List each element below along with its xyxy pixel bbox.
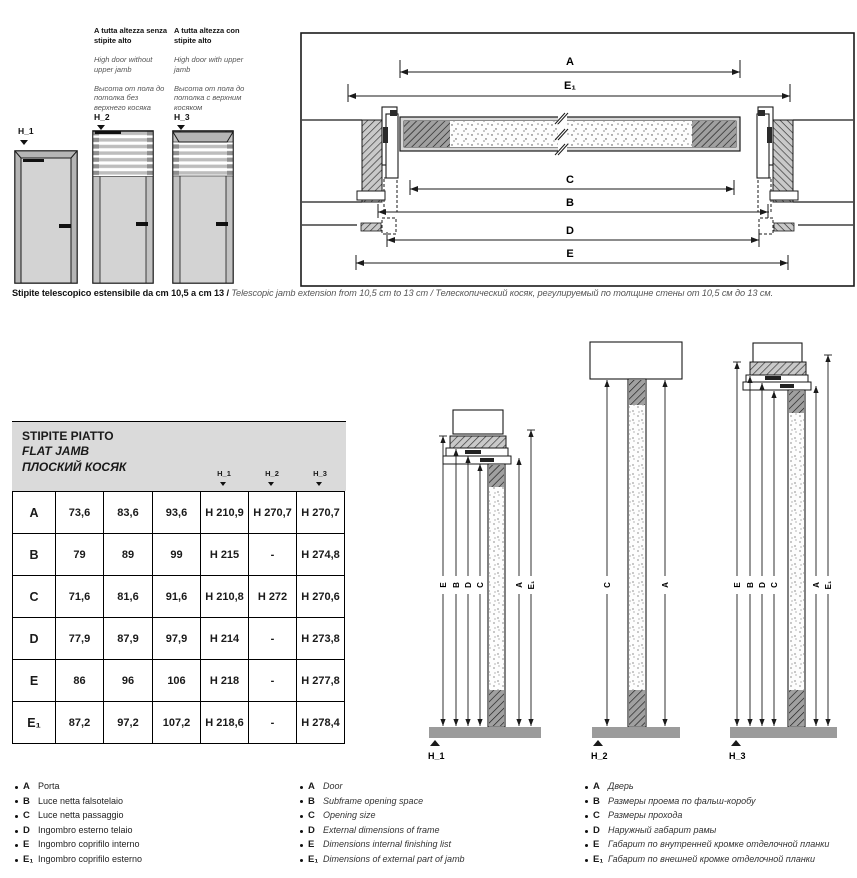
panel-edge-hatch	[404, 121, 450, 147]
bullet-icon	[585, 786, 588, 789]
table-cell: 87,9	[104, 617, 153, 659]
door-h3-front-view	[172, 130, 234, 284]
legend-italian	[15, 781, 291, 869]
table-grid	[12, 491, 345, 744]
bullet-icon	[585, 859, 588, 862]
legend-text: Наружный габарит рамы	[608, 824, 717, 835]
telescopic-extension-stripes	[173, 142, 233, 176]
legend-text: Subframe opening space	[323, 795, 424, 806]
legend-item	[15, 825, 291, 840]
legend-text: Габарит по внутренней кромке отделочной планки	[608, 839, 830, 850]
bullet-icon	[15, 859, 18, 862]
legend-text: Ingombro coprifilo interno	[38, 839, 140, 850]
legend-text: Dimensions internal finishing list	[323, 839, 452, 850]
bullet-icon	[585, 844, 588, 847]
table-cell: H 215	[201, 533, 249, 575]
dimension-labels	[732, 576, 833, 594]
dim-label: D	[758, 582, 767, 588]
table-cell: H 277,8	[297, 659, 345, 701]
dim-label-E: E	[566, 248, 574, 260]
table-cell: 97,2	[104, 701, 153, 743]
table-cell: 77,9	[56, 617, 104, 659]
legend-text: Размеры прохода	[608, 810, 683, 821]
table-cell: 89	[104, 533, 153, 575]
section-h3	[729, 343, 837, 761]
door-h1-label: H_1	[18, 126, 34, 136]
upper-jamb-hatch	[750, 362, 806, 375]
dim-label: E₁	[527, 580, 536, 590]
bullet-icon	[15, 830, 18, 833]
flat-jamb-table	[12, 421, 346, 744]
bullet-icon	[300, 830, 303, 833]
table-cell: 91,6	[153, 575, 201, 617]
legend-key: E	[593, 839, 600, 851]
dim-label: A	[661, 582, 670, 588]
telescopic-jamb-caption	[12, 288, 855, 298]
legend-text: Габарит по внешней кромке отделочной планки	[608, 853, 816, 864]
dim-label-A: A	[566, 56, 574, 68]
vertical-section-diagrams	[420, 332, 857, 772]
legend-item	[585, 854, 857, 869]
section-h1-label: H_1	[428, 751, 445, 761]
dim-label: A	[515, 582, 524, 588]
legend-key: A	[23, 781, 30, 792]
legend-item	[15, 810, 291, 825]
table-cell: H 218	[201, 659, 249, 701]
legend-item	[585, 796, 857, 811]
column-header-h1: H_1	[217, 469, 231, 478]
dim-label: C	[770, 582, 779, 588]
legend-key: B	[23, 795, 30, 807]
dim-label: D	[464, 582, 473, 588]
bullet-icon	[300, 786, 303, 789]
dim-label: C	[476, 582, 485, 588]
legend-item	[300, 796, 576, 811]
door-h2-label: H_2	[94, 112, 110, 122]
legend-english	[300, 781, 576, 869]
table-title-band	[12, 421, 346, 491]
door-h3-label: H_3	[174, 112, 190, 122]
legend-key: E₁	[23, 853, 34, 865]
legend-item	[585, 810, 857, 825]
table-cell: 83,6	[104, 491, 153, 533]
column-header-h3: H_3	[313, 469, 327, 478]
variant-h3-en: High door with upper jamb	[174, 54, 244, 74]
dim-label-B: B	[566, 197, 574, 209]
frame-profile	[443, 456, 511, 464]
table-title-it: STIPITE PIATTO	[22, 429, 114, 443]
legend-item	[15, 796, 291, 811]
horizontal-section-drawing	[300, 32, 855, 287]
legend-text: External dimensions of frame	[323, 824, 440, 835]
bullet-icon	[585, 800, 588, 803]
bullet-icon	[585, 815, 588, 818]
dim-label: B	[746, 582, 755, 588]
legend-text: Opening size	[323, 810, 376, 821]
table-cell: -	[249, 617, 297, 659]
down-arrow-icon	[220, 482, 226, 486]
bullet-icon	[15, 800, 18, 803]
legend-key: C	[593, 810, 600, 822]
dim-label: E	[733, 582, 742, 588]
wall-block	[453, 410, 503, 434]
table-cell: 96	[104, 659, 153, 701]
legend-text: Luce netta passaggio	[38, 810, 124, 821]
upper-jamb-bar	[173, 132, 233, 142]
door-h1-front-view	[14, 150, 78, 284]
panel-core-dots	[450, 121, 692, 147]
legend-item	[15, 839, 291, 854]
dim-label: E	[439, 582, 448, 588]
table-cell: 97,9	[153, 617, 201, 659]
legend-item	[300, 781, 576, 796]
table-cell: 86	[56, 659, 104, 701]
bullet-icon	[15, 844, 18, 847]
legend-key: E	[23, 839, 30, 851]
legend-key: C	[308, 810, 315, 822]
door-handle	[216, 222, 228, 226]
up-arrow-icon	[430, 740, 440, 746]
table-cell: -	[249, 533, 297, 575]
down-arrow-icon	[20, 140, 28, 145]
table-cell: 81,6	[104, 575, 153, 617]
caption-italian: Stipite telescopico estensibile da cm 10,5 a cm 13 /	[12, 288, 232, 298]
legend-item	[585, 825, 857, 840]
dim-label: A	[812, 582, 821, 588]
legend-item	[585, 781, 857, 796]
row-label: D	[13, 617, 56, 659]
table-cell: H 278,4	[297, 701, 345, 743]
telescopic-extension-stripes	[93, 132, 153, 177]
ceiling-block	[590, 342, 682, 379]
legend-text: Дверь	[608, 781, 634, 791]
legend-key: B	[593, 795, 600, 807]
legend-key: D	[23, 824, 30, 836]
section-h1	[428, 410, 541, 761]
lintel-hatch	[450, 436, 506, 448]
dim-label: C	[603, 582, 612, 588]
row-label: E₁	[13, 701, 56, 743]
section-h3-label: H_3	[729, 751, 746, 761]
legend-text: Luce netta falsotelaio	[38, 795, 124, 806]
legend-text: Door	[323, 781, 343, 791]
variant-h3-description	[174, 26, 256, 113]
table-cell: -	[249, 659, 297, 701]
legend-item	[300, 839, 576, 854]
table-cell: 73,6	[56, 491, 104, 533]
legend-russian	[585, 781, 857, 869]
legend-key: D	[593, 824, 600, 836]
table-cell: H 210,8	[201, 575, 249, 617]
legend-item	[300, 854, 576, 869]
door-h2-front-view	[92, 130, 154, 284]
legend-text: Ingombro coprifilo esterno	[38, 853, 143, 864]
variant-h2-en: High door without upper jamb	[94, 54, 153, 74]
table-cell: 71,6	[56, 575, 104, 617]
legend-item	[300, 825, 576, 840]
dim-label: B	[452, 582, 461, 588]
floor-bar	[730, 727, 837, 738]
legend-key: E₁	[308, 853, 319, 865]
row-label: B	[13, 533, 56, 575]
frame-profile	[743, 382, 811, 390]
floor-bar	[429, 727, 541, 738]
legend-key: D	[308, 824, 315, 836]
table-cell: 93,6	[153, 491, 201, 533]
variant-h2-it: A tutta altezza senza stipite alto	[94, 26, 168, 45]
section-h2	[590, 342, 682, 761]
bullet-icon	[300, 844, 303, 847]
table-cell: H 210,9	[201, 491, 249, 533]
legend-text: Размеры проема по фальш-коробу	[608, 795, 756, 806]
frame-detail	[95, 131, 121, 134]
legend-text: Dimensions of external part of jamb	[323, 853, 465, 864]
legend-key: C	[23, 810, 30, 822]
door-handle	[136, 222, 148, 226]
bullet-icon	[300, 815, 303, 818]
table-title-ru: ПЛОСКИЙ КОСЯК	[22, 459, 127, 474]
dim-label-E1: E₁	[564, 80, 576, 92]
table-cell: 79	[56, 533, 104, 575]
legend-key: E	[308, 839, 315, 851]
row-label: C	[13, 575, 56, 617]
legend-key: A	[593, 781, 600, 792]
down-arrow-icon	[316, 482, 322, 486]
up-arrow-icon	[731, 740, 741, 746]
table-cell: 106	[153, 659, 201, 701]
legend-text: Porta	[38, 781, 60, 791]
variant-h3-it: A tutta altezza con stipite alto	[174, 26, 240, 45]
dim-label: E₁	[824, 580, 833, 590]
dimension-lines	[733, 355, 832, 726]
legend-text: Ingombro esterno telaio	[38, 824, 133, 835]
door-panel	[21, 158, 71, 283]
bullet-icon	[15, 815, 18, 818]
table-cell: H 273,8	[297, 617, 345, 659]
table-cell: 99	[153, 533, 201, 575]
table-cell: H 274,8	[297, 533, 345, 575]
row-label: E	[13, 659, 56, 701]
section-h2-label: H_2	[591, 751, 608, 761]
legend-item	[585, 839, 857, 854]
table-cell: 87,2	[56, 701, 104, 743]
table-title-en: FLAT JAMB	[22, 444, 90, 459]
legend-item	[300, 810, 576, 825]
legend-key: A	[308, 781, 315, 792]
variant-h2-description	[94, 26, 172, 113]
table-cell: H 270,7	[297, 491, 345, 533]
dimension-labels	[438, 576, 536, 594]
bullet-icon	[585, 830, 588, 833]
table-cell: H 272	[249, 575, 297, 617]
table-cell: 107,2	[153, 701, 201, 743]
bullet-icon	[300, 800, 303, 803]
table-cell: H 218,6	[201, 701, 249, 743]
variant-h3-ru: Высота от пола до потолка с верхним косяком	[174, 83, 245, 113]
row-label: A	[13, 491, 56, 533]
bullet-icon	[300, 859, 303, 862]
table-cell: H 270,7	[249, 491, 297, 533]
legend-item	[15, 854, 291, 869]
door-handle	[59, 224, 71, 228]
legend-item	[15, 781, 291, 796]
column-header-h2: H_2	[265, 469, 279, 478]
variant-h2-ru: Высота от пола до потолка без верхнего косяка	[94, 83, 165, 113]
frame-detail	[23, 159, 44, 162]
dim-label-C: C	[566, 174, 574, 186]
legend-key: B	[308, 795, 315, 807]
table-cell: H 214	[201, 617, 249, 659]
table-cell: -	[249, 701, 297, 743]
down-arrow-icon	[268, 482, 274, 486]
legend-key: E₁	[593, 853, 604, 865]
table-cell: H 270,6	[297, 575, 345, 617]
up-arrow-icon	[593, 740, 603, 746]
caption-translations: Telescopic jamb extension from 10,5 cm to 13 cm / Телескопический косяк, регулируемый по толщине стены от 10,5 см до 13 см.	[231, 288, 774, 298]
door-panel-section	[400, 113, 740, 155]
floor-bar	[592, 727, 680, 738]
dim-label-D: D	[566, 225, 574, 237]
bullet-icon	[15, 786, 18, 789]
panel-edge-hatch	[692, 121, 736, 147]
